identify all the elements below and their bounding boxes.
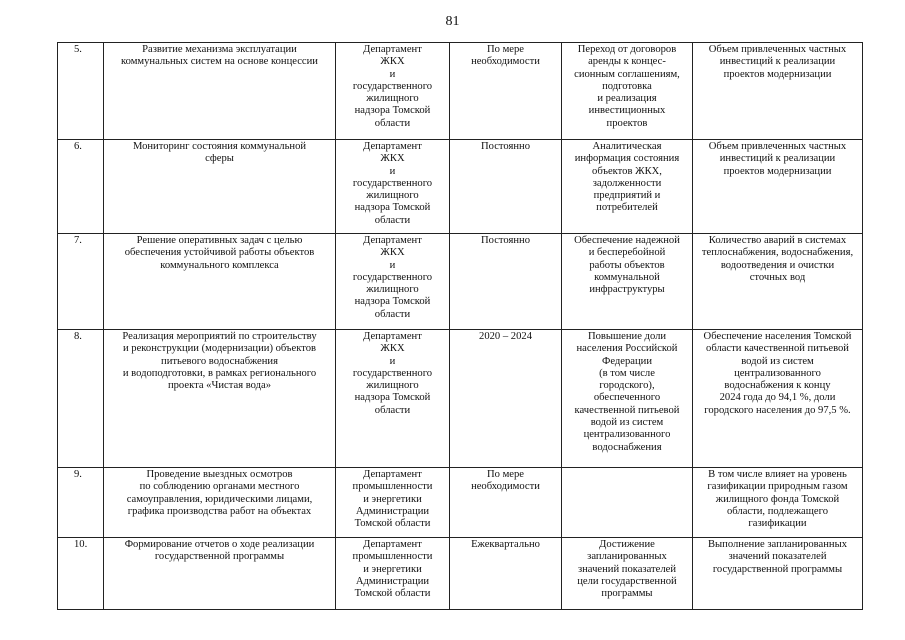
result-cell: Повышение доли населения Российской Федерации (в том числе городского), обеспеченного качественной питьевой водой из систем централизованного водоснабжения [562,330,693,468]
indicator-cell: Обеспечение населения Томской области качественной питьевой водой из систем централизованного водоснабжения к концу 2024 года до 94,1 %, доли городского населения до 97,5 %. [693,330,863,468]
table-row [58,234,863,330]
executor-cell: Департамент ЖКХ и государственного жилищного надзора Томской области [336,140,450,234]
row-number: 6. [58,140,104,234]
measure-cell: Решение оперативных задач с целью обеспечения устойчивой работы объектов коммунального комплекса [104,234,336,330]
measure-cell: Формирование отчетов о ходе реализации государственной программы [104,538,336,610]
term-cell: Ежеквартально [450,538,562,610]
row-number: 8. [58,330,104,468]
term-cell: 2020 – 2024 [450,330,562,468]
result-cell: Достижение запланированных значений показателей цели государственной программы [562,538,693,610]
result-cell: Переход от договоров аренды к концес- сионным соглашениям, подготовка и реализация инвестиционных проектов [562,43,693,140]
result-cell: Обеспечение надежной и бесперебойной работы объектов коммунальной инфраструктуры [562,234,693,330]
table-row [58,468,863,538]
table-row [58,140,863,234]
result-cell: Аналитическая информация состояния объектов ЖКХ, задолженности предприятий и потребителей [562,140,693,234]
indicator-cell: Объем привлеченных частных инвестиций к реализации проектов модернизации [693,140,863,234]
term-cell: Постоянно [450,234,562,330]
row-number: 9. [58,468,104,538]
page-number: 81 [445,14,460,29]
table-row [58,330,863,468]
measure-cell: Реализация мероприятий по строительству и реконструкции (модернизации) объектов питьевого водоснабжения и водоподготовки, в рамках регионального проекта «Чистая вода» [104,330,336,468]
indicator-cell: Объем привлеченных частных инвестиций к реализации проектов модернизации [693,43,863,140]
indicator-cell: Количество аварий в системах теплоснабжения, водоснабжения, водоотведения и очистки сточных вод [693,234,863,330]
executor-cell: Департамент ЖКХ и государственного жилищного надзора Томской области [336,43,450,140]
term-cell: По мере необходимости [450,468,562,538]
executor-cell: Департамент промышленности и энергетики Администрации Томской области [336,538,450,610]
term-cell: По мере необходимости [450,43,562,140]
row-number: 5. [58,43,104,140]
measure-cell: Мониторинг состояния коммунальной сферы [104,140,336,234]
indicator-cell: В том числе влияет на уровень газификации природным газом жилищного фонда Томской области, подлежащего газификации [693,468,863,538]
measure-cell: Проведение выездных осмотров по соблюдению органами местного самоуправления, юридическими лицами, графика производства работ на объектах [104,468,336,538]
result-cell [562,468,693,538]
program-measures-table [57,42,863,610]
table-row [58,43,863,140]
executor-cell: Департамент промышленности и энергетики Администрации Томской области [336,468,450,538]
executor-cell: Департамент ЖКХ и государственного жилищного надзора Томской области [336,330,450,468]
executor-cell: Департамент ЖКХ и государственного жилищного надзора Томской области [336,234,450,330]
row-number: 10. [58,538,104,610]
row-number: 7. [58,234,104,330]
measure-cell: Развитие механизма эксплуатации коммунальных систем на основе концессии [104,43,336,140]
table-row [58,538,863,610]
term-cell: Постоянно [450,140,562,234]
indicator-cell: Выполнение запланированных значений показателей государственной программы [693,538,863,610]
